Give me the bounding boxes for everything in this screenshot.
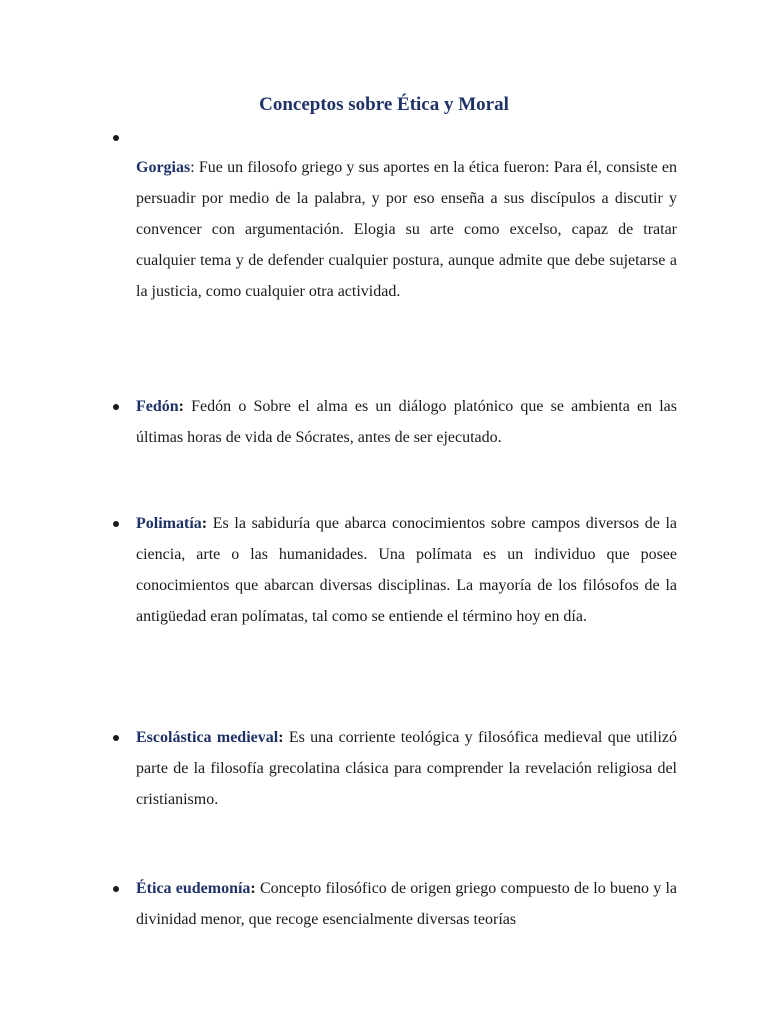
term-label: Gorgias [136, 159, 191, 176]
term-label: Ética eudemonía [136, 880, 251, 897]
bullet-marker [113, 873, 119, 904]
list-item-gorgias [136, 152, 677, 307]
bullet-marker [113, 391, 119, 422]
term-definition: Fedón o Sobre el alma es un diálogo platónico que se ambienta en las últimas horas de vida de Sócrates, antes de ser ejecutado. [136, 398, 677, 446]
term-label: Fedón [136, 398, 179, 415]
list-item-fedon [136, 391, 677, 453]
list-item-polimatia [136, 508, 677, 632]
term-separator: : [201, 515, 208, 532]
term-separator: : [178, 398, 184, 415]
term-label: Escolástica medieval [136, 729, 279, 746]
list-item-escolastica-medieval [136, 722, 677, 815]
term-separator: : [250, 880, 256, 897]
term-separator: : [278, 729, 284, 746]
term-separator: : [190, 159, 195, 176]
term-definition: Es una corriente teológica y filosófica medieval que utilizó parte de la filosofía grecolatina clásica para comprender la revelación religiosa del cristianismo. [136, 729, 677, 808]
list-item-etica-eudemonia [136, 873, 677, 935]
page-title: Conceptos sobre Ética y Moral [259, 94, 509, 115]
term-definition: Concepto filosófico de origen griego compuesto de lo bueno y la divinidad menor, que recoge esencialmente diversas teorías [136, 880, 677, 928]
bullet-marker [113, 722, 119, 753]
term-label: Polimatía [136, 515, 202, 532]
term-definition: Es la sabiduría que abarca conocimientos sobre campos diversos de la ciencia, arte o las humanidades. Una polímata es un individuo que posee conocimientos que abarcan diversas disciplinas. La mayoría de los filósofos de la antigüedad eran polímatas, tal como se entiende el término hoy en día. [136, 515, 677, 625]
bullet-marker [113, 122, 119, 153]
term-definition: Fue un filosofo griego y sus aportes en la ética fueron: Para él, consiste en persuadir por medio de la palabra, y por eso enseña a sus discípulos a discutir y convencer con argumentación. Elogia su arte como excelso, capaz de tratar cualquier tema y de defender cualquier postura, aunque admite que debe sujetarse a la justicia, como cualquier otra actividad. [136, 159, 677, 300]
bullet-marker [113, 508, 119, 539]
